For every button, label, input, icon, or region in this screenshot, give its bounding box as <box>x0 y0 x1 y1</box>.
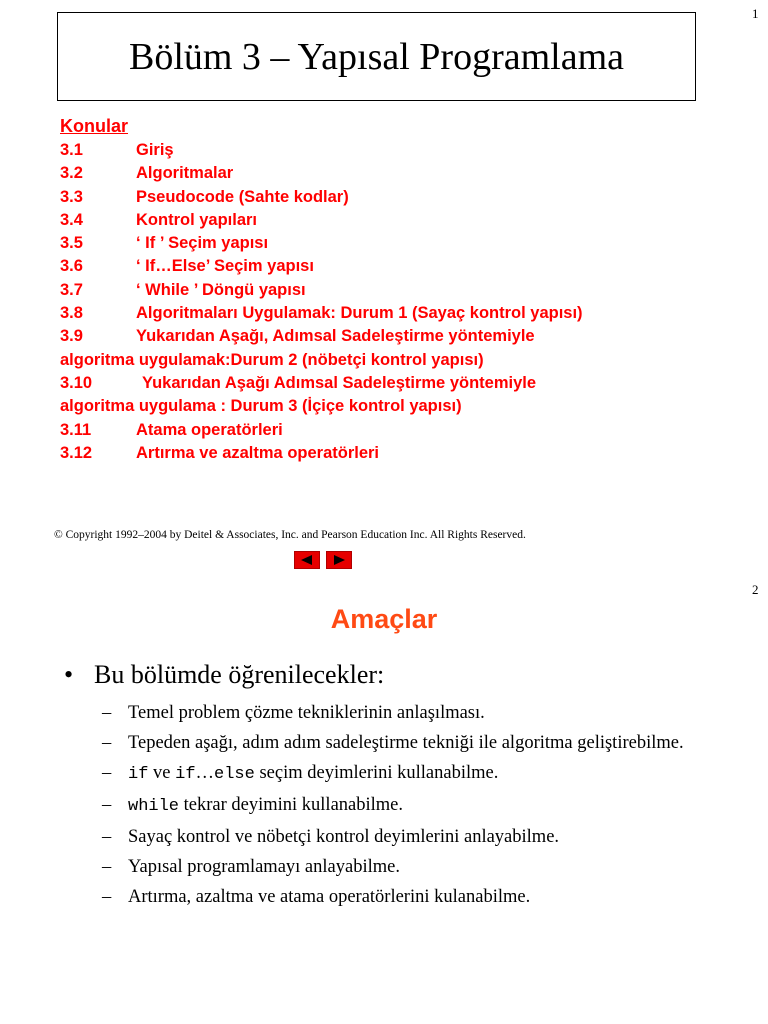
topic-label: Atama operatörleri <box>136 420 283 439</box>
code-keyword: while <box>128 797 180 816</box>
triangle-right-icon <box>331 554 347 566</box>
triangle-left-icon <box>299 554 315 566</box>
topic-number: 3.2 <box>60 164 83 183</box>
topic-item <box>60 186 760 209</box>
list-item-text: Temel problem çözme tekniklerinin anlaşılması. <box>128 703 485 723</box>
topic-item <box>60 139 760 162</box>
topic-item <box>60 442 760 465</box>
main-bullet-text: Bu bölümde öğrenilecekler: <box>94 660 385 689</box>
topic-label: ‘ If…Else’ Seçim yapısı <box>136 257 314 276</box>
list-item-text: ve <box>148 763 176 783</box>
bullet-icon: • <box>64 660 74 689</box>
topic-label: ‘ While ’ Döngü yapısı <box>136 280 306 299</box>
slide-title: Amaçlar <box>330 604 438 634</box>
dash-marker: – <box>102 857 112 877</box>
code-keyword: if <box>175 765 196 784</box>
list-item-text: seçim deyimlerini kullanabilme. <box>254 763 499 783</box>
topic-number: 3.5 <box>60 234 83 253</box>
topic-label: Yukarıdan Aşağı, Adımsal Sadeleştirme yöntemiyle <box>136 327 535 346</box>
dash-marker: – <box>102 827 112 847</box>
topic-item <box>60 209 760 232</box>
topic-label-continuation: algoritma uygulamak:Durum 2 (nöbetçi kontrol yapısı) <box>60 350 484 369</box>
topic-number: 3.8 <box>60 304 83 323</box>
topics-list <box>60 113 760 465</box>
list-item <box>102 700 742 726</box>
list-item <box>102 884 742 910</box>
copyright-notice: © Copyright 1992–2004 by Deitel & Associates, Inc. and Pearson Education Inc. All Rights Reserved. <box>54 529 526 541</box>
list-item-text: Tepeden aşağı, adım adım sadeleştirme tekniği ile algoritma geliştirebilme. <box>128 733 684 753</box>
objectives-list <box>102 700 742 914</box>
topic-number: 3.12 <box>60 443 93 462</box>
topic-item <box>60 325 760 348</box>
topic-item <box>60 162 760 185</box>
list-item <box>102 824 742 850</box>
page-number: 1 <box>752 6 759 21</box>
topic-item <box>60 419 760 442</box>
dash-marker: – <box>102 887 112 907</box>
topic-label: Algoritmaları Uygulamak: Durum 1 (Sayaç kontrol yapısı) <box>136 304 583 323</box>
topic-number: 3.1 <box>60 141 83 159</box>
topic-item <box>60 279 760 302</box>
main-bullet <box>64 660 384 690</box>
topic-item <box>60 232 760 255</box>
slide-title: Bölüm 3 – Yapısal Programlama <box>128 35 625 78</box>
list-item-text: Artırma, azaltma ve atama operatörlerini kulanabilme. <box>128 887 531 907</box>
dash-marker: – <box>102 703 112 723</box>
code-keyword: else <box>214 765 255 784</box>
topic-item <box>60 372 760 395</box>
topic-label: Algoritmalar <box>136 164 234 183</box>
slide-title-box <box>57 12 696 101</box>
topic-number: 3.10 <box>60 373 93 392</box>
topic-number: 3.4 <box>60 210 83 229</box>
dash-marker: – <box>102 795 112 815</box>
topic-number: 3.3 <box>60 187 83 206</box>
topic-label: ‘ If ’ Seçim yapısı <box>136 234 269 253</box>
dash-marker: – <box>102 763 112 783</box>
topic-label: Giriş <box>136 141 174 159</box>
list-item <box>102 792 742 820</box>
topic-number: 3.7 <box>60 280 83 299</box>
topic-number: 3.11 <box>60 420 92 439</box>
list-item <box>102 730 742 756</box>
topic-label: Artırma ve azaltma operatörleri <box>136 443 380 462</box>
list-item <box>102 760 742 788</box>
list-item <box>102 854 742 880</box>
page-number: 2 <box>752 582 759 597</box>
dash-marker: – <box>102 733 112 753</box>
topic-label: Pseudocode (Sahte kodlar) <box>136 187 349 206</box>
list-item-text: tekrar deyimini kullanabilme. <box>179 795 404 815</box>
topic-label-continuation: algoritma uygulama : Durum 3 (İçiçe kontrol yapısı) <box>60 397 462 416</box>
list-item-text: Sayaç kontrol ve nöbetçi kontrol deyimlerini anlayabilme. <box>128 827 560 847</box>
code-keyword: if <box>128 765 149 784</box>
list-item-text: Yapısal programlamayı anlayabilme. <box>128 857 400 877</box>
list-item-text: … <box>195 763 215 783</box>
topics-heading: Konular <box>60 116 129 136</box>
topic-item <box>60 302 760 325</box>
topic-number: 3.9 <box>60 327 83 346</box>
topic-number: 3.6 <box>60 257 83 276</box>
next-slide-button[interactable] <box>326 551 352 569</box>
topic-label: Yukarıdan Aşağı Adımsal Sadeleştirme yöntemiyle <box>142 373 537 392</box>
topic-item <box>60 255 760 278</box>
topic-label: Kontrol yapıları <box>136 210 258 229</box>
previous-slide-button[interactable] <box>294 551 320 569</box>
